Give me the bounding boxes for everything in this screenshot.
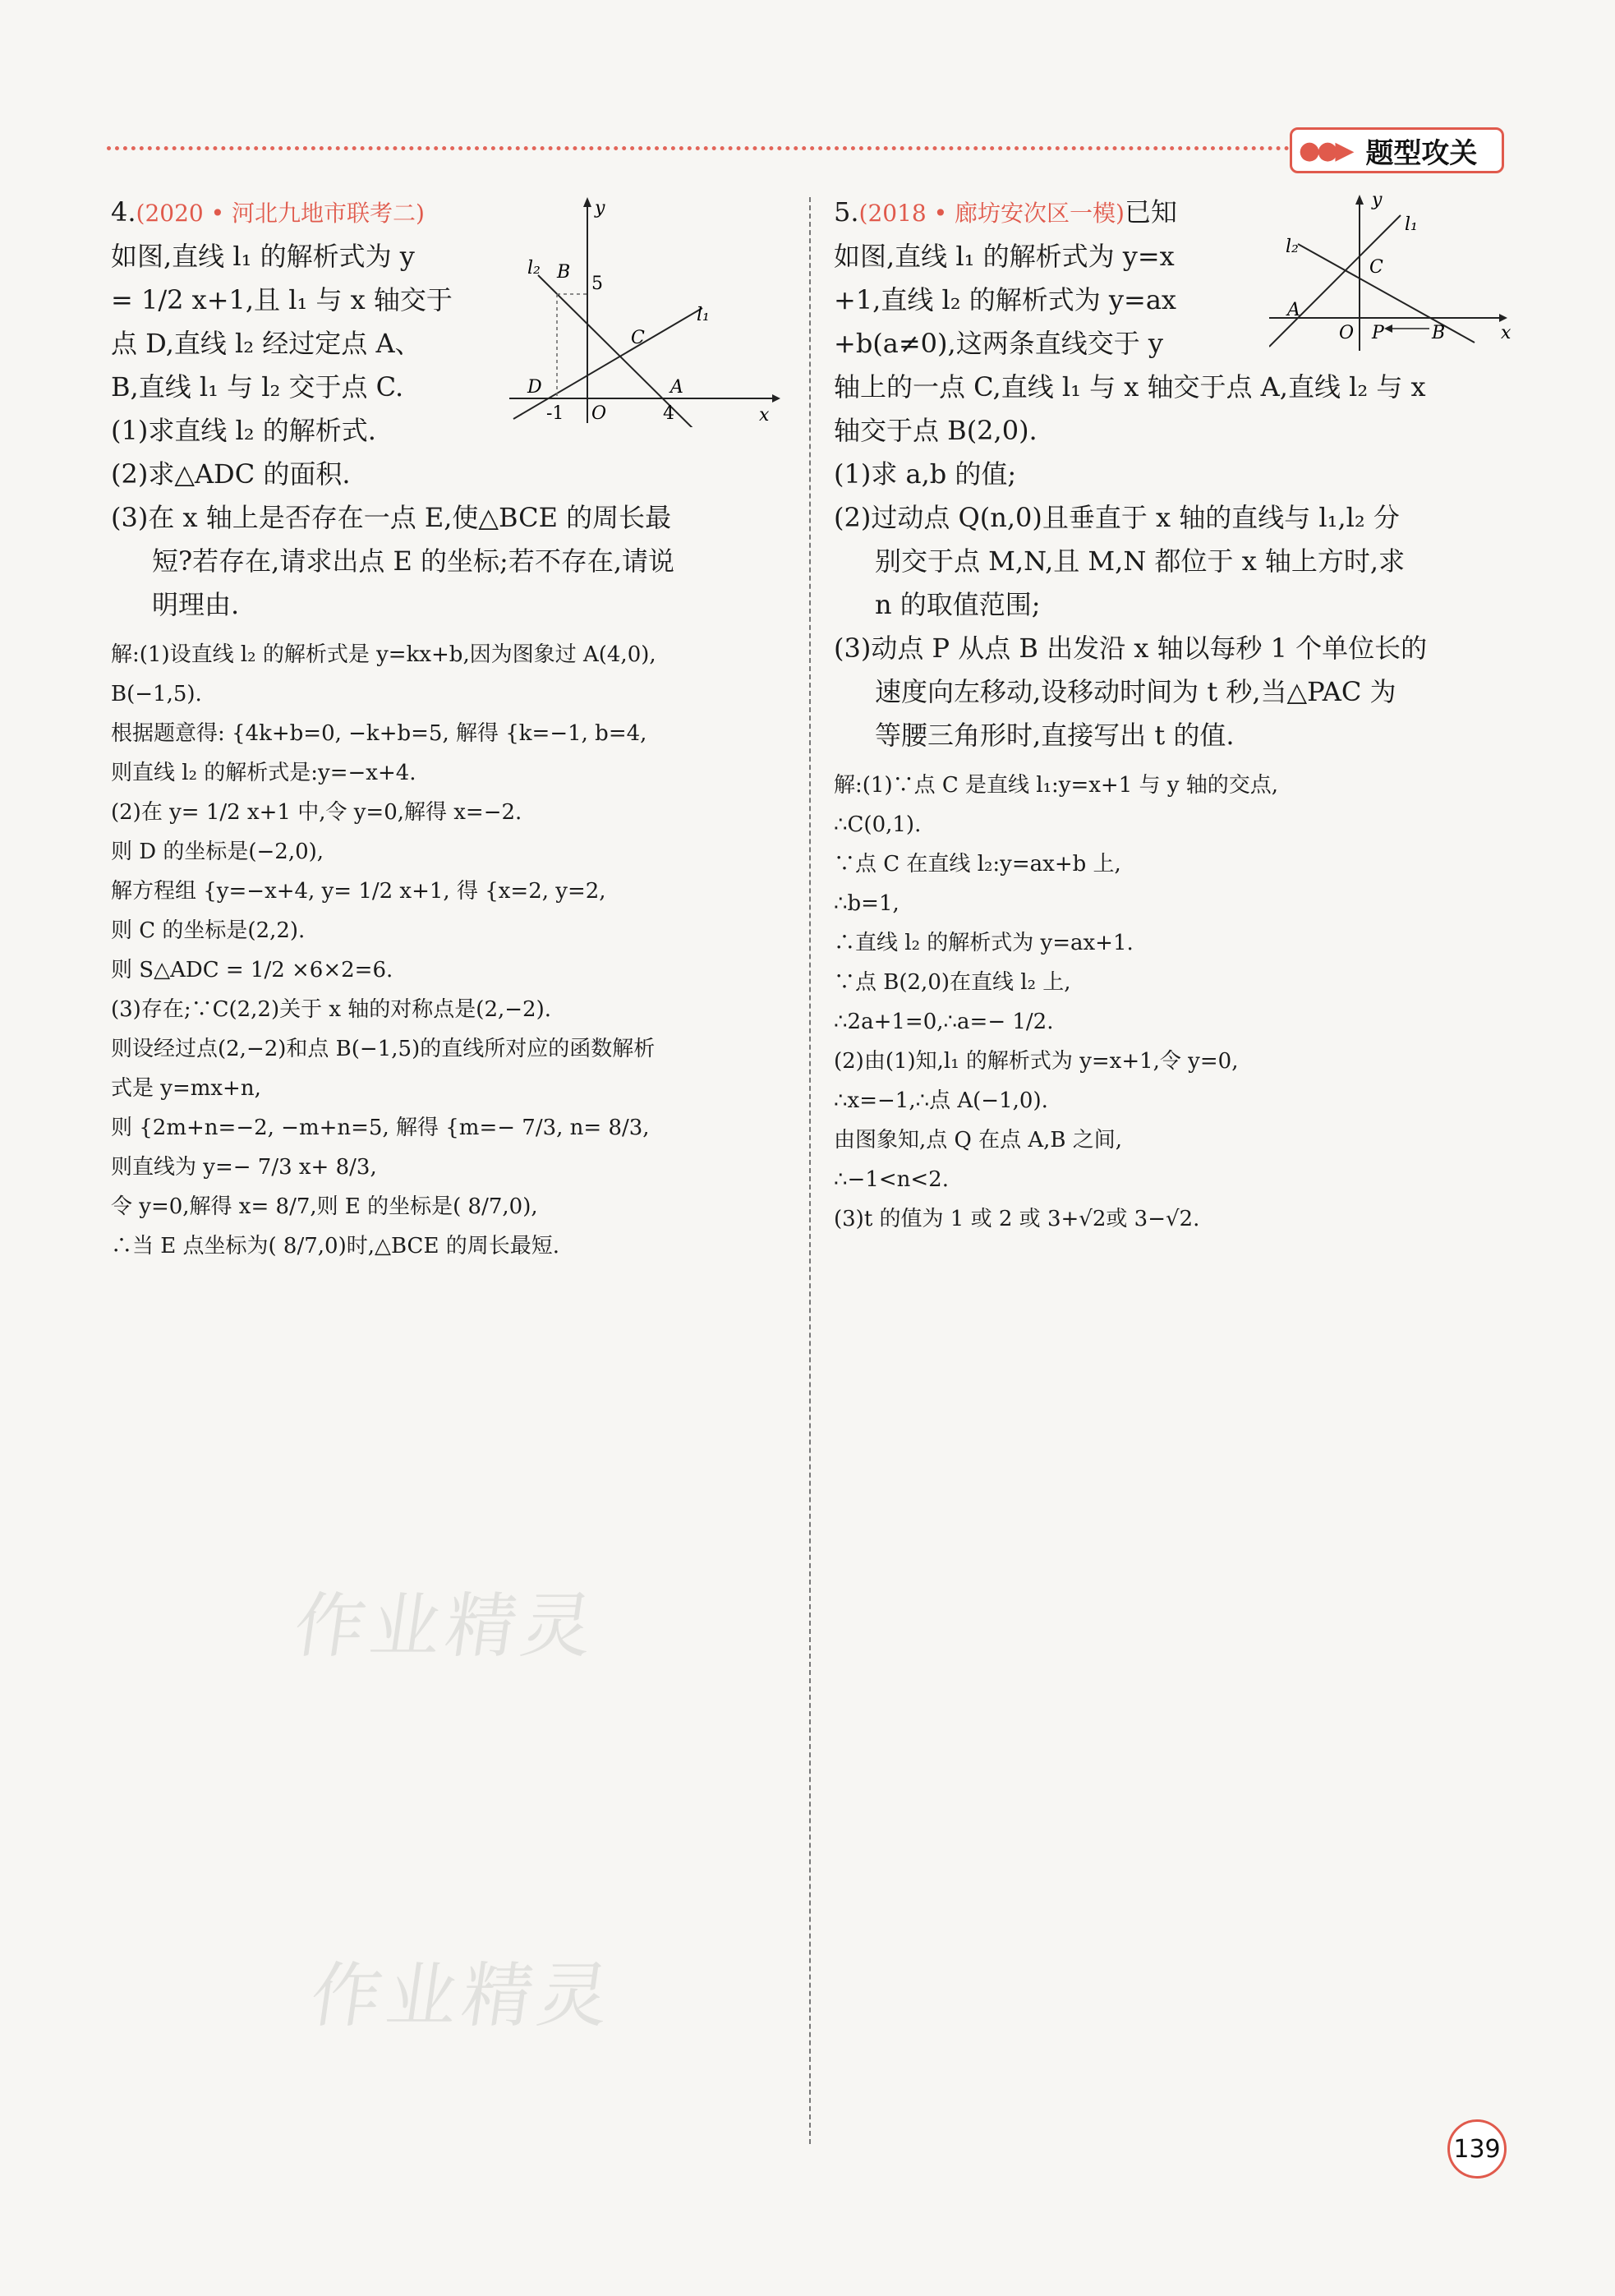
q5-stem-line: 轴上的一点 C,直线 l₁ 与 x 轴交于点 A,直线 l₂ 与 x xyxy=(834,371,1426,403)
solution-line: ∴b=1, xyxy=(834,891,900,916)
q4-part-3: (3)在 x 轴上是否存在一点 E,使△BCE 的周长最 xyxy=(111,502,672,533)
solution-line: (2)由(1)知,l₁ 的解析式为 y=x+1,令 y=0, xyxy=(834,1049,1239,1074)
q4-number: 4. xyxy=(111,196,136,228)
q5-source: (2018 • 廊坊安次区一模) xyxy=(858,200,1125,227)
column-divider xyxy=(809,197,811,2144)
q4-solution xyxy=(111,635,784,1266)
solution-line: (3)t 的值为 1 或 2 或 3+√2或 3−√2. xyxy=(834,1207,1200,1231)
left-arrow-icon xyxy=(1384,324,1392,333)
q5-stem-line: 如图,直线 l₁ 的解析式为 y=x xyxy=(834,241,1175,272)
q5-part-3: (3)动点 P 从点 B 出发沿 x 轴以每秒 1 个单位长的 xyxy=(834,633,1428,664)
q5-part-3-cont: 速度向左移动,设移动时间为 t 秒,当△PAC 为 xyxy=(875,676,1396,707)
label-D: D xyxy=(527,377,542,398)
label-x: x xyxy=(759,405,770,426)
q4-part-2: (2)求△ADC 的面积. xyxy=(111,458,351,490)
q5-stem-line: +b(a≠0),这两条直线交于 y xyxy=(834,328,1163,359)
solution-line: 式是 y=mx+n, xyxy=(111,1076,261,1101)
solution-line: 则设经过点(2,−2)和点 B(−1,5)的直线所对应的函数解析 xyxy=(111,1037,656,1061)
q5-part-2: (2)过动点 Q(n,0)且垂直于 x 轴的直线与 l₁,l₂ 分 xyxy=(834,502,1400,533)
solution-line: 解:(1)∵点 C 是直线 l₁:y=x+1 与 y 轴的交点, xyxy=(834,773,1278,798)
solution-line: ∴当 E 点坐标为( 8/7,0)时,△BCE 的周长最短. xyxy=(111,1234,559,1258)
solution-line: ∴x=−1,∴点 A(−1,0). xyxy=(834,1088,1048,1113)
section-header xyxy=(1290,127,1504,173)
q5-solution xyxy=(834,766,1516,1239)
label-B: B xyxy=(1432,323,1446,343)
solution-line: ∵点 B(2,0)在直线 l₂ 上, xyxy=(834,970,1071,995)
q4-source: (2020 • 河北九地市联考二) xyxy=(136,200,425,227)
solution-line: 解:(1)设直线 l₂ 的解析式是 y=kx+b,因为图象过 A(4,0), xyxy=(111,642,656,667)
label-y: y xyxy=(595,198,605,219)
q5-part-1: (1)求 a,b 的值; xyxy=(834,458,1017,490)
section-title: 题型攻关 xyxy=(1365,136,1478,170)
q5-part-2-cont: n 的取值范围; xyxy=(875,589,1041,620)
q4-part-3-cont: 明理由. xyxy=(152,589,240,620)
y-axis-arrow-icon xyxy=(1355,195,1364,205)
label-minus1: -1 xyxy=(546,403,564,424)
solution-line: 令 y=0,解得 x= 8/7,则 E 的坐标是( 8/7,0), xyxy=(111,1194,538,1219)
y-axis-arrow-icon xyxy=(583,197,591,207)
label-C: C xyxy=(1369,257,1383,278)
label-5: 5 xyxy=(591,274,603,294)
solution-line: 则直线为 y=− 7/3 x+ 8/3, xyxy=(111,1155,377,1180)
label-x: x xyxy=(1501,323,1511,343)
label-A: A xyxy=(670,377,683,398)
label-4: 4 xyxy=(663,403,674,424)
solution-line: 则 D 的坐标是(−2,0), xyxy=(111,840,324,864)
label-B: B xyxy=(557,262,571,283)
x-axis-arrow-icon xyxy=(772,394,780,403)
q4-stem-line: B,直线 l₁ 与 l₂ 交于点 C. xyxy=(111,371,404,403)
label-l2: l₂ xyxy=(527,258,541,278)
solution-line: ∴−1<n<2. xyxy=(834,1167,949,1192)
q5-part-3-cont: 等腰三角形时,直接写出 t 的值. xyxy=(875,720,1235,751)
q5-stem-line: +1,直线 l₂ 的解析式为 y=ax xyxy=(834,284,1176,315)
q4-stem-line: = 1/2 x+1,且 l₁ 与 x 轴交于 xyxy=(111,284,453,315)
solution-line: (3)存在;∵C(2,2)关于 x 轴的对称点是(2,−2). xyxy=(111,997,551,1022)
solution-line: 则 C 的坐标是(2,2). xyxy=(111,918,306,943)
solution-line: 由图象知,点 Q 在点 A,B 之间, xyxy=(834,1128,1123,1153)
page-number: 139 xyxy=(1447,2119,1507,2179)
label-O: O xyxy=(591,403,607,424)
solution-line: 则 S△ADC = 1/2 ×6×2=6. xyxy=(111,958,393,982)
solution-line: ∴2a+1=0,∴a=− 1/2. xyxy=(834,1010,1054,1034)
watermark: 作业精灵 xyxy=(305,1955,619,2037)
solution-line: ∴C(0,1). xyxy=(834,812,922,837)
solution-line: ∴直线 l₂ 的解析式为 y=ax+1. xyxy=(834,931,1134,955)
solution-line: 则 {2m+n=−2, −m+n=5, 解得 {m=− 7/3, n= 8/3, xyxy=(111,1116,650,1140)
label-P: P xyxy=(1372,323,1384,343)
q4-stem-line: 点 D,直线 l₂ 经过定点 A、 xyxy=(111,328,421,359)
solution-line: B(−1,5). xyxy=(111,682,202,706)
q5-figure xyxy=(1269,191,1516,355)
label-C: C xyxy=(631,328,645,348)
q4-stem-line: 如图,直线 l₁ 的解析式为 y xyxy=(111,241,415,272)
line-l1 xyxy=(513,308,702,419)
q4-part-3-cont: 短?若存在,请求出点 E 的坐标;若不存在,请说 xyxy=(152,545,674,577)
label-y: y xyxy=(1372,191,1383,210)
x-axis-arrow-icon xyxy=(1499,314,1507,322)
solution-line: 解方程组 {y=−x+4, y= 1/2 x+1, 得 {x=2, y=2, xyxy=(111,879,606,904)
q5-stem-line: 轴交于点 B(2,0). xyxy=(834,415,1038,446)
q4-part-1: (1)求直线 l₂ 的解析式. xyxy=(111,415,376,446)
label-l1: l₁ xyxy=(697,305,710,325)
q5-part-2-cont: 别交于点 M,N,且 M,N 都位于 x 轴上方时,求 xyxy=(875,545,1406,577)
label-A: A xyxy=(1287,300,1300,320)
q4-figure xyxy=(509,197,780,427)
arrow-icon: ●●▶ xyxy=(1299,136,1351,165)
q5-stem-start: 已知 xyxy=(1124,196,1177,228)
label-l2: l₂ xyxy=(1286,237,1299,257)
solution-line: (2)在 y= 1/2 x+1 中,令 y=0,解得 x=−2. xyxy=(111,800,522,825)
label-l1: l₁ xyxy=(1405,214,1418,235)
q5-number: 5. xyxy=(834,196,859,228)
watermark: 作业精灵 xyxy=(288,1585,603,1668)
solution-line: ∵点 C 在直线 l₂:y=ax+b 上, xyxy=(834,852,1121,877)
label-O: O xyxy=(1339,323,1355,343)
solution-line: 根据题意得: {4k+b=0, −k+b=5, 解得 {k=−1, b=4, xyxy=(111,721,647,746)
solution-line: 则直线 l₂ 的解析式是:y=−x+4. xyxy=(111,761,416,785)
header-dotted-rule xyxy=(107,146,1290,150)
